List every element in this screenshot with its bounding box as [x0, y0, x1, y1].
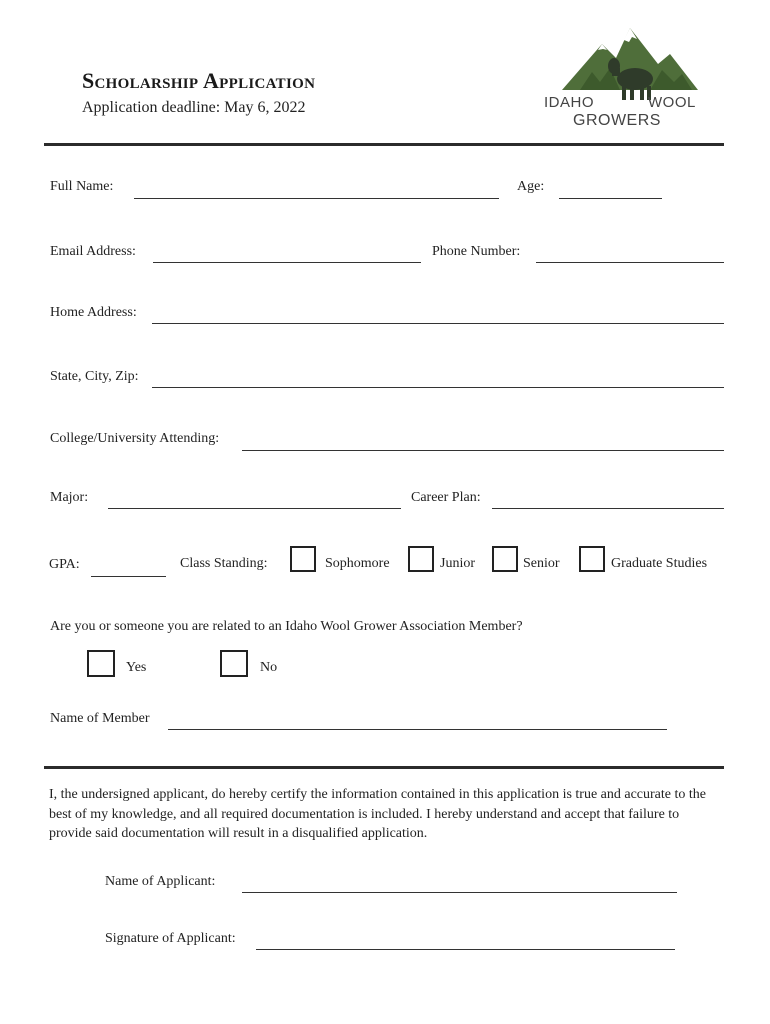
member-question: Are you or someone you are related to an Idaho Wool Grower Association Member? [50, 619, 523, 634]
career-plan-field[interactable] [492, 508, 724, 509]
college-field[interactable] [242, 450, 724, 451]
logo-text-growers: GROWERS [573, 112, 661, 129]
sophomore-label: Sophomore [325, 556, 390, 571]
member-name-field[interactable] [168, 729, 667, 730]
class-standing-label: Class Standing: [180, 556, 268, 571]
major-field[interactable] [108, 508, 401, 509]
age-label: Age: [517, 179, 545, 194]
member-no-label: No [260, 660, 278, 675]
state-city-zip-label: State, City, Zip: [50, 369, 139, 384]
senior-checkbox[interactable] [492, 546, 518, 572]
idaho-wool-growers-logo [540, 24, 720, 134]
sophomore-checkbox[interactable] [290, 546, 316, 572]
member-no-checkbox[interactable] [220, 650, 248, 677]
gpa-field[interactable] [91, 576, 166, 577]
full-name-label: Full Name: [50, 179, 114, 194]
phone-label: Phone Number: [432, 244, 521, 259]
applicant-name-field[interactable] [242, 892, 677, 893]
age-field[interactable] [559, 198, 662, 199]
form-title: Scholarship Application [82, 68, 316, 93]
full-name-field[interactable] [134, 198, 499, 199]
email-field[interactable] [153, 262, 421, 263]
junior-label: Junior [440, 556, 475, 571]
home-address-field[interactable] [152, 323, 724, 324]
logo-text-wool: WOOL [648, 94, 696, 111]
applicant-signature-label: Signature of Applicant: [105, 931, 236, 946]
state-city-zip-field[interactable] [152, 387, 724, 388]
major-label: Major: [50, 490, 89, 505]
applicant-signature-field[interactable] [256, 949, 675, 950]
applicant-name-label: Name of Applicant: [105, 874, 216, 889]
certification-text: I, the undersigned applicant, do hereby certify the information contained in this application is true and accurate to the best of my knowledge, and all required documentation is included. I hereby understand and accept that failure to provide said documentation will result in a disqualified application. [49, 787, 706, 841]
application-deadline: Application deadline: May 6, 2022 [82, 99, 306, 116]
header-divider [44, 143, 724, 146]
member-yes-checkbox[interactable] [87, 650, 115, 677]
junior-checkbox[interactable] [408, 546, 434, 572]
member-name-label: Name of Member [50, 711, 150, 726]
home-address-label: Home Address: [50, 305, 137, 320]
gpa-label: GPA: [49, 557, 80, 572]
graduate-studies-checkbox[interactable] [579, 546, 605, 572]
phone-field[interactable] [536, 262, 724, 263]
email-label: Email Address: [50, 244, 136, 259]
certification-divider [44, 766, 724, 769]
career-plan-label: Career Plan: [411, 490, 481, 505]
logo-text-idaho: IDAHO [544, 94, 595, 111]
college-label: College/University Attending: [50, 431, 220, 446]
member-yes-label: Yes [126, 660, 147, 675]
senior-label: Senior [523, 556, 560, 571]
graduate-studies-label: Graduate Studies [611, 556, 708, 571]
